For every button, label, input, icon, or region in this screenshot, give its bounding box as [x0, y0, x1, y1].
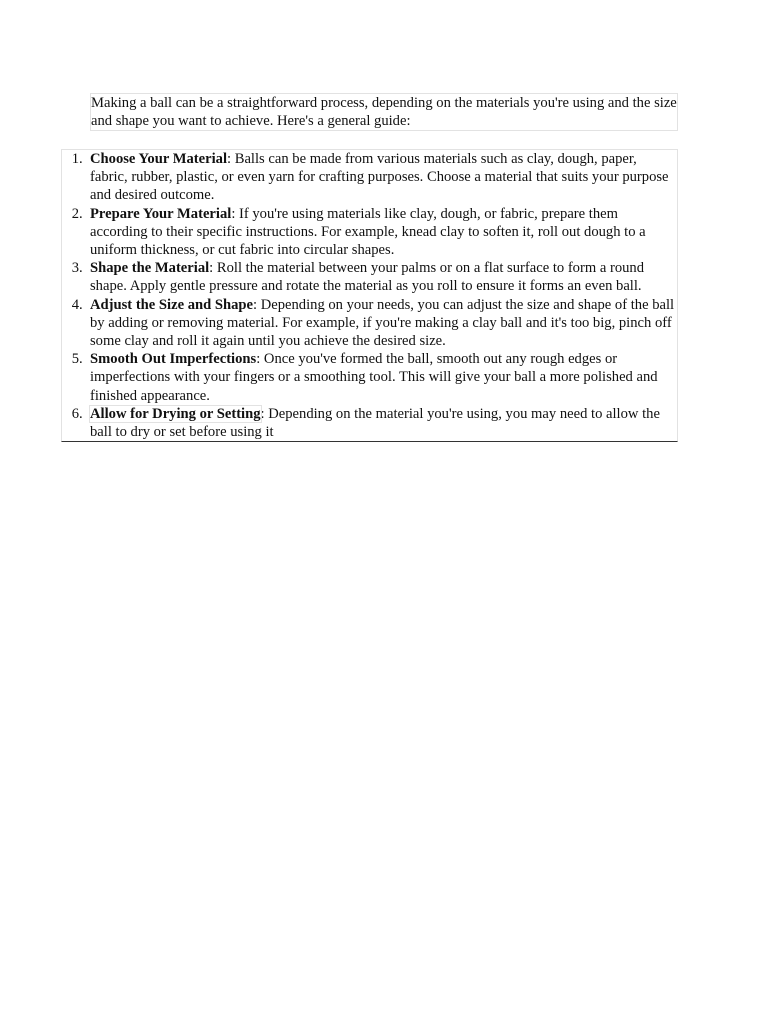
step-title: Adjust the Size and Shape: [90, 296, 253, 313]
step-text: : Balls can be made from various materials such as clay, dough, paper, fabric, rubber, plastic, or even yarn for crafting purposes. Choose a material that suits your purpose and desired outcome.: [90, 151, 669, 204]
step-text: : Once you've formed the ball, smooth out any rough edges or imperfections with your fingers or a smoothing tool. This will give your ball a more polished and finished appearance.: [90, 351, 658, 404]
step-text: : If you're using materials like clay, dough, or fabric, prepare them according to their specific instructions. For example, knead clay to soften it, roll out dough to a uniform thickness, or cut fabric into circular shapes.: [90, 205, 646, 259]
intro-paragraph: Making a ball can be a straightforward process, depending on the materials you're using and the size and shape you want to achieve. Here's a general guide:: [90, 93, 678, 131]
step-number: 1.: [71, 151, 83, 167]
steps-list: [61, 149, 678, 442]
list-item: [62, 205, 677, 260]
step-number: 3.: [71, 260, 83, 277]
list-item: [62, 350, 677, 405]
step-number: 4.: [71, 296, 83, 313]
step-title: Allow for Drying or Setting: [90, 405, 261, 422]
list-item: [62, 150, 677, 205]
step-title: Smooth Out Imperfections: [90, 351, 257, 368]
step-body: [90, 296, 677, 351]
step-number: 6.: [71, 405, 83, 422]
step-title: Prepare Your Material: [90, 205, 232, 222]
list-item: [62, 296, 677, 351]
step-title: Choose Your Material: [90, 151, 228, 167]
step-number: 2.: [71, 205, 83, 222]
step-text: : Depending on the material you're using, you may need to allow the ball to dry or set before using it: [90, 405, 660, 441]
step-body: [90, 205, 677, 260]
list-item: [62, 405, 677, 441]
step-text: : Roll the material between your palms or on a flat surface to form a round shape. Apply gentle pressure and rotate the material as you roll to ensure it forms an even ball.: [90, 260, 645, 295]
step-title: Shape the Material: [90, 260, 210, 277]
list-item: [62, 259, 677, 295]
step-number: 5.: [71, 351, 83, 368]
step-body: [90, 150, 677, 205]
step-body: [90, 405, 677, 441]
step-body: [90, 259, 677, 295]
step-body: [90, 350, 677, 405]
step-text: : Depending on your needs, you can adjust the size and shape of the ball by adding or removing material. For example, if you're making a clay ball and it's too big, pinch off some clay and roll it again until you achieve the desired size.: [90, 296, 675, 350]
